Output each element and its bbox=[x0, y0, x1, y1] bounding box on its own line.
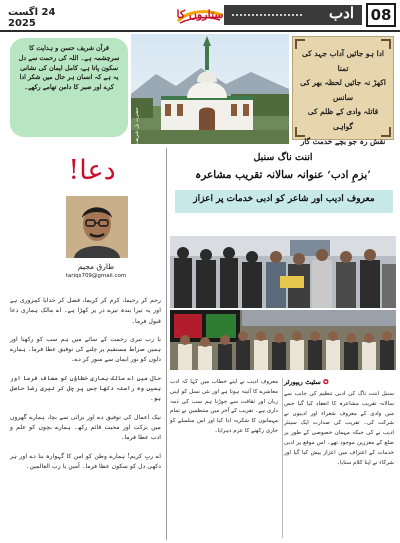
newspaper-logo bbox=[176, 7, 224, 25]
gathering-photo bbox=[170, 310, 396, 370]
news-column-divider bbox=[282, 378, 283, 538]
verse-line: نقش رہ جو بچے خدمت گار bbox=[300, 136, 386, 146]
author-portrait bbox=[66, 196, 128, 258]
news-column-right bbox=[284, 378, 394, 538]
news-column-left bbox=[170, 378, 278, 538]
column-divider bbox=[166, 148, 167, 540]
author-email: tariqs709@gmail.com bbox=[65, 273, 127, 279]
news-article-body bbox=[170, 378, 394, 538]
verse-box bbox=[292, 36, 394, 146]
news-headline: ’بزمِ ادب‘ عنوانہ سالانہ تقریب مشاعرہ bbox=[195, 169, 371, 181]
news-subhead-band bbox=[175, 190, 393, 213]
logo-text: ستاروں کا bbox=[176, 8, 224, 21]
mosque-illustration bbox=[131, 34, 289, 144]
section-band-dots bbox=[232, 14, 302, 16]
corner-ornament-icon bbox=[295, 127, 305, 137]
section-title: ادب bbox=[329, 4, 354, 22]
mosque-photo bbox=[131, 34, 289, 144]
page-header bbox=[0, 0, 400, 30]
issue-date: 24 اگست 2025 bbox=[8, 7, 56, 29]
verse-line: اکھڑ نہ جائیں لحظہ بھر کی سانس bbox=[300, 78, 386, 102]
quote-note-text: قرآن شریف حسن و ہدایت کا سرچشمہ ہے۔ اللہ کی رحمت سے دل سکون پاتا ہے، کامل ایمان کی نشانی یہ ہے کہ انسان ہر حال میں شکر ادا کرے اور صبر کا دامن تھامے رکھے۔ bbox=[18, 45, 120, 92]
news-paragraph: معروف ادیب نے اپنے خطاب میں کہا کہ ادب معاشرے کا آئینہ ہوتا ہے اور نئی نسل کو اپنی زبان اور ثقافت سے جوڑنا ہم سب کی ذمہ داری ہے۔ تقریب کے آخر میں منتظمین نے تمام مہمانوں کا شکریہ ادا کیا اور اس سلسلے کو جاری رکھنے کا عزم دہرایا۔ bbox=[170, 379, 278, 434]
article-paragraph: حال میں اے مالک ہماری خطاؤں کو معاف فرما اور ہمیں وہ راستہ دکھا جس پر چل کر تیری رضا حاصل ہو۔ bbox=[10, 374, 161, 403]
corner-ornament-icon bbox=[381, 127, 391, 137]
verse-line: ادا ہو جائیں آداب جہد کی تمنا bbox=[302, 49, 384, 73]
page-number: 08 bbox=[366, 3, 396, 27]
byline-text: سٹیٹ ریپورٹر bbox=[284, 378, 321, 386]
dua-heading: دعا! bbox=[68, 155, 116, 186]
article-paragraph: اے ربِ کریم! ہمارے وطن کو امن کا گہوارہ بنا دے اور ہر دکھی دل کو سکون عطا فرما۔ آمین یا رب العالمین۔ bbox=[10, 452, 161, 470]
author-name: طارق مجیم bbox=[77, 262, 115, 271]
news-kicker: اننت ناگ سنبل bbox=[253, 152, 313, 163]
section-band bbox=[224, 5, 362, 25]
article-paragraph: نیک اعمال کی توفیق دے اور برائی سے بچا، ہمارے گھروں میں برکت اور محبت قائم رکھ۔ ہمارے بچوں کو علم و ادب عطا فرما۔ bbox=[10, 413, 161, 442]
award-ceremony-photo bbox=[170, 236, 396, 308]
article-paragraph: رحم کر رحیما، کرم کر کریما، فضل کر خدایا کمزوری ہے اور یہ تیرا بندہ تیرے در پر کھڑا ہے۔ اے مالک ہماری دعا قبول فرما۔ bbox=[10, 297, 161, 325]
verse-line: قاتلہ وادی کے ظلم کی گواہی bbox=[307, 107, 379, 131]
news-photo-award bbox=[170, 236, 396, 308]
dua-article-body bbox=[10, 296, 161, 480]
corner-ornament-icon bbox=[295, 39, 305, 49]
news-subhead: معروف ادیب اور شاعر کو ادبی خدمات پر اعزاز bbox=[193, 194, 375, 204]
corner-ornament-icon bbox=[381, 39, 391, 49]
news-paragraph: سنبل اننت ناگ کی ادبی تنظیم کی جانب سے سالانہ تقریب مشاعرہ کا انعقاد کیا گیا جس میں وادی کے معروف شعراء اور ادیبوں نے شرکت کی۔ تقریب کی صدارت ایک سینئر ادیب نے کی جبکہ مہمان خصوصی کے طور پر ضلع کے معززین موجود تھے۔ اس موقع پر ادبی خدمات کے اعتراف میں اعزاز پیش کیا گیا اور شرکاء نے اپنا کلام سنایا۔ bbox=[284, 391, 394, 466]
author-photo bbox=[66, 196, 128, 258]
quote-note-box bbox=[10, 38, 128, 137]
byline-star-icon: ✪ bbox=[323, 378, 329, 386]
news-photo-gathering bbox=[170, 310, 396, 370]
article-paragraph: یا رب تیری رحمت کے سائے میں ہم سب کو رکھنا اور ہمیں صراط مستقیم پر چلنے کی توفیق عطا فرما۔ ہمارے دلوں کو نور ایمان سے منور کر دے۔ bbox=[10, 335, 161, 364]
photo-caption: حضرت بل شریف bbox=[134, 107, 140, 144]
header-rule bbox=[0, 30, 400, 32]
news-byline bbox=[284, 378, 394, 386]
